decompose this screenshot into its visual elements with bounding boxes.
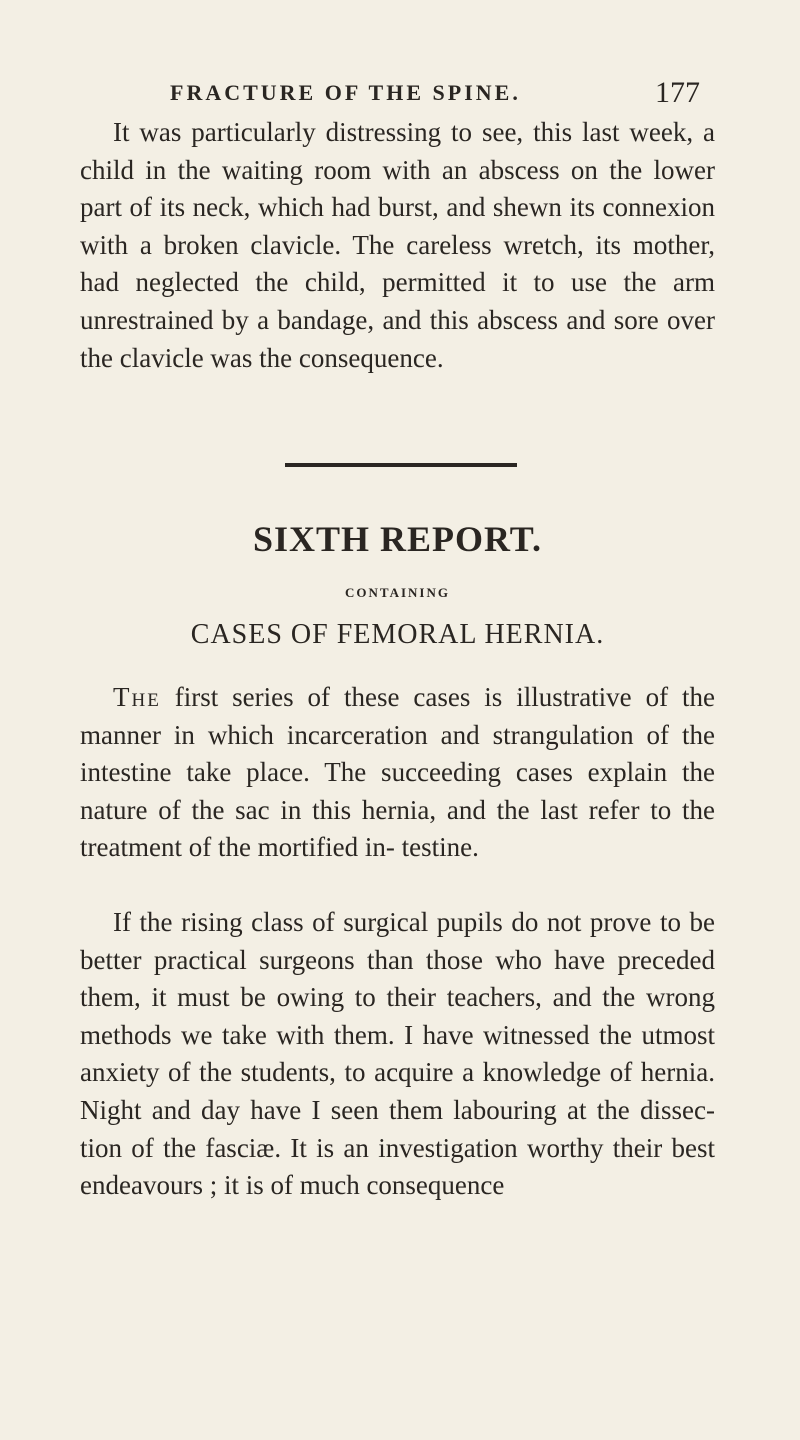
paragraph-series-text: first series of these cases is illustrative of the manner in which incarceration and strangulation of the intestine take place. The succeeding cases explain the nature of the sac in this hernia, and the last refer to the treatment of the mortified in- testine. (80, 682, 715, 863)
paragraph-lead-word: The (113, 682, 161, 712)
paragraph-series (80, 679, 715, 867)
section-containing-label: CONTAINING (345, 585, 450, 600)
section-divider-rule (285, 463, 517, 467)
section-title: SIXTH REPORT. (252, 519, 543, 559)
paragraph-abscess: It was particularly distressing to see, this last week, a child in the waiting room with an abscess on the lower part of its neck, which had burst, and shewn its connexion with a broken clavicle. The careless wretch, its mother, had neglected the child, permitted it to use the arm unrestrained by a bandage, and this abscess and sore over the clavicle was the consequence. (80, 117, 715, 373)
section-subtitle: CASES OF FEMORAL HERNIA. (190, 619, 605, 650)
paragraph-pupils: If the rising class of surgical pupils do not prove to be better practical surgeons than those who have preceded them, it must be owing to their teachers, and the wrong methods we take with them. I have witnessed the utmost anxiety of the students, to acquire a knowledge of hernia. Night and day have I seen them labouring at the dissec- tion of the fasciæ. It is an investigation worthy their best endeavours ; it is of much consequence (80, 907, 715, 1201)
running-head (170, 76, 700, 116)
page-number: 177 (655, 76, 700, 109)
running-head-title: FRACTURE OF THE SPINE. (170, 80, 521, 105)
